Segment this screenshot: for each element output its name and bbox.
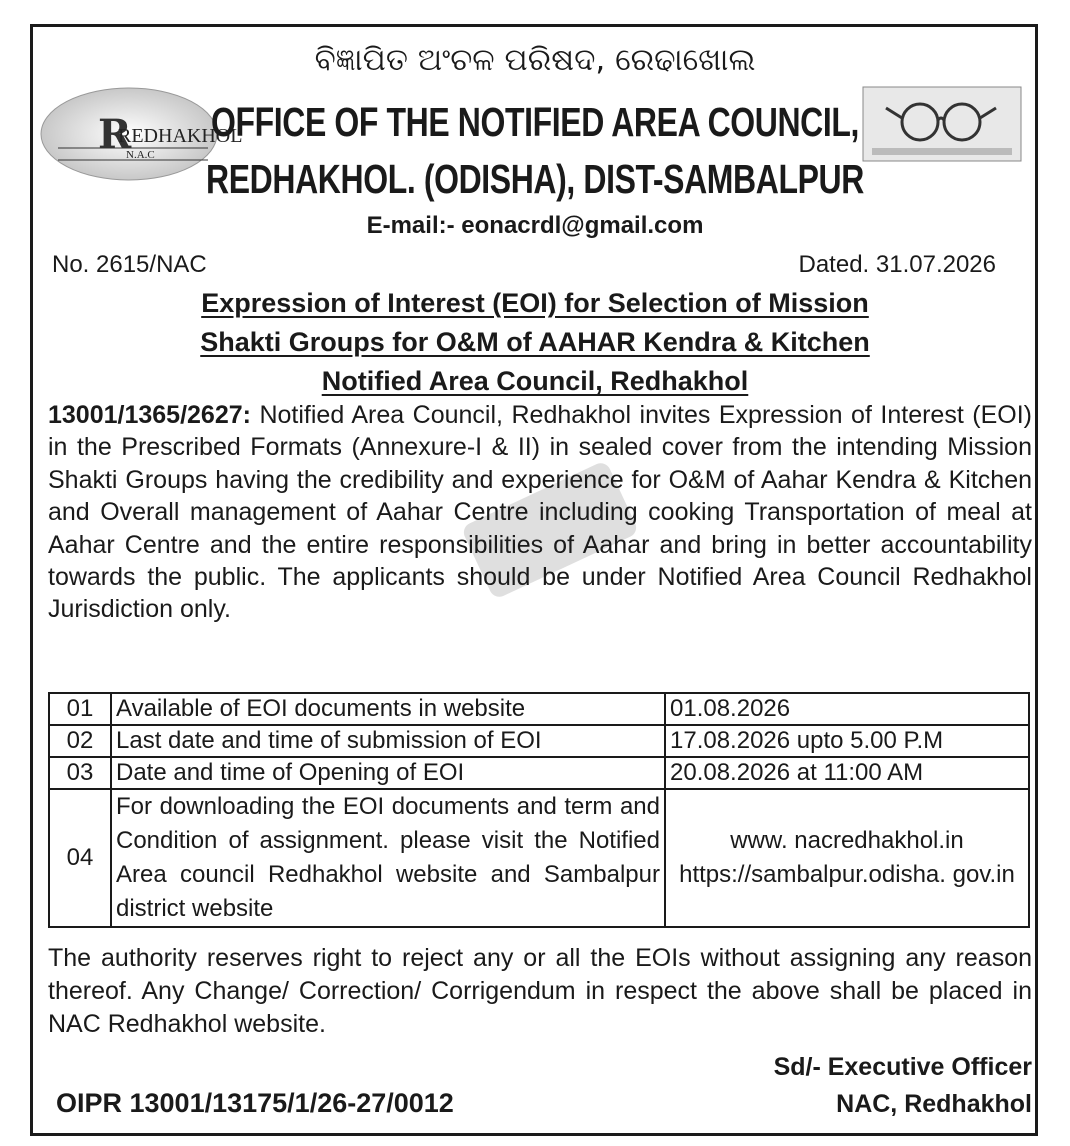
row-description: Available of EOI documents in website (111, 693, 665, 725)
logo-left-text: REDHAKHOL (118, 125, 243, 147)
reference-number: No. 2615/NAC (52, 251, 207, 278)
table-row (49, 757, 1029, 789)
row-number: 03 (49, 757, 111, 789)
notice-title-line2: Shakti Groups for O&M of AAHAR Kendra & Kitchen (200, 327, 870, 357)
office-title-line1: OFFICE OF THE NOTIFIED AREA COUNCIL, (210, 99, 860, 145)
row-value: 17.08.2026 upto 5.00 P.M (665, 725, 1029, 757)
row-value: 01.08.2026 (665, 693, 1029, 725)
table-row (49, 789, 1029, 927)
office-title-line2: REDHAKHOL. (ODISHA), DIST-SAMBALPUR (206, 156, 864, 202)
oipr-number: OIPR 13001/13175/1/26-27/0012 (56, 1088, 454, 1118)
body-text: Notified Area Council, Redhakhol invites Expression of Interest (EOI) in the Prescribed Formats (Annexure-I & II) in sealed cover from the intending Mission Shakti Groups having the credibility and experience for O&M of Aahar Kendra & Kitchen and Overall management of Aahar Centre including cooking Transportation of meal at Aahar Centre and the entire responsibilities of Aahar and bring in better accountability towards the public. The applicants should be under Notified Area Council Redhakhol Jurisdiction only. (48, 401, 1032, 624)
row-number: 02 (49, 725, 111, 757)
row-description: Date and time of Opening of EOI (111, 757, 665, 789)
table-row (49, 693, 1029, 725)
table-row (49, 725, 1029, 757)
svg-text:R: R (98, 111, 132, 158)
notice-title-line3: Notified Area Council, Redhakhol (321, 366, 749, 396)
schedule-table (48, 692, 1030, 928)
notice-title-line1: Expression of Interest (EOI) for Selection of Mission (201, 288, 869, 318)
signatory-title: Sd/- Executive Officer (773, 1053, 1032, 1081)
notice-date: Dated. 31.07.2026 (798, 251, 996, 278)
odia-office-title: ବିଜ୍ଞାପିତ ଅଂଚଳ ପରିଷଦ, ରେଢାଖୋଲ (314, 42, 756, 78)
row-number: 01 (49, 693, 111, 725)
logo-left-sub: N.A.C (126, 149, 155, 161)
row-description: Last date and time of submission of EOI (111, 725, 665, 757)
footer-disclaimer: The authority reserves right to reject any or all the EOIs without assigning any reason thereof. Any Change/ Correction/ Corrigendum in respect the above shall be placed in NAC Redhakhol website. (48, 944, 1032, 1038)
row-value: 20.08.2026 at 11:00 AM (665, 757, 1029, 789)
signatory-office: NAC, Redhakhol (836, 1090, 1032, 1118)
row-links: www. nacredhakhol.in https://sambalpur.odisha. gov.in (665, 789, 1029, 927)
row-description: For downloading the EOI documents and term and Condition of assignment. please visit the Notified Area council Redhakhol website and Sambalpur district website (111, 789, 665, 927)
notice-body (48, 399, 1032, 626)
body-code: 13001/1365/2627: (48, 401, 251, 429)
row-number: 04 (49, 789, 111, 927)
office-email: E-mail:- eonacrdl@gmail.com (366, 212, 704, 239)
